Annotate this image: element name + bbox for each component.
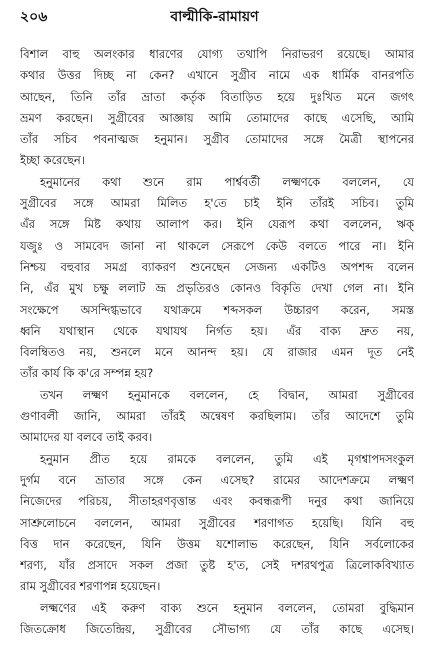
- running-title: বাল্মীকি-রামায়ণ: [170, 9, 259, 25]
- text-line: আছেন, তিনি তাঁর ভ্রাতা কর্তৃক বিতাড়িত হয়ে দুঃখিত মনে জগৎ: [20, 89, 414, 104]
- text-line: হনুমানের কথা শুনে রাম পার্শ্ববর্তী লক্ষ্মণকে বললেন, যে: [40, 174, 414, 189]
- text-line: সুগ্রীবের সঙ্গে আমরা মিলিত হ'তে চাই ইনি তাঁরই সচিব। তুমি: [20, 196, 414, 211]
- text-line: নিজেদের পরিচয়, সীতাহরণবৃত্তান্ত এবং কবন্ধরূপী দনুর কথা জানিয়ে: [20, 494, 414, 509]
- text-line: বিশাল বাহু অলংকার ধারণের যোগ্য তথাপি নিরাভরণ রয়েছে। আমার: [20, 47, 414, 61]
- text-line: সাশ্রুলোচনে বললেন, আমরা সুগ্রীবের শরণাগত হয়েছি। যিনি বহু: [20, 515, 414, 530]
- text-line: ইচ্ছা করেছেন।: [20, 153, 85, 168]
- text-line: যজুঃ ও সামবেদ জানা না থাকলে সেরূপে কেউ বলতে পারে না। ইনি: [20, 238, 414, 253]
- text-line: এঁর সঙ্গে মিষ্ট কথায় আলাপ কর। ইনি যেরূপ কথা বললেন, ঋক্‌: [20, 217, 414, 232]
- text-line: হনুমান প্রীত হয়ে রামকে বললেন, তুমি এই মৃগশ্বাপদসংকুল: [40, 451, 414, 466]
- text-line: বিলম্বিতও নয়, শুনলে মনে আনন্দ হয়। যে রাজার এমন দূত নেই: [20, 345, 414, 360]
- text-line: সংক্ষেপে অসন্দিগ্ধভাবে যথাক্রমে শব্দসকল উচ্চারণ করেন, সমস্ত: [20, 302, 414, 317]
- text-line: তাঁর কার্য কি ক'রে সম্পন্ন হয়?: [20, 366, 154, 381]
- text-line: গুণাবলী জানি, আমরা তাঁরই অন্বেষণ করছিলাম। তাঁর আদেশে তুমি: [20, 409, 414, 424]
- text-line: নিশ্চয় বহুবার সমগ্র ব্যাকরণ শুনেছেন সেজন্য একটিও অপশব্দ বলেন: [20, 259, 414, 274]
- text-line: বিত্ত দান করেছেন, যিনি উত্তম যশোলাভ করেছেন, যিনি সর্বলোকের: [20, 536, 414, 551]
- body-text: [20, 44, 414, 640]
- text-line: তখন লক্ষ্মণ হনুমানকে বললেন, হে বিদ্বান, আমরা সুগ্রীবের: [40, 387, 414, 402]
- page-number: ২০৬: [20, 9, 48, 25]
- text-line: নি, এঁর মুখ চক্ষু ললাট ভ্রূ প্রভৃতিরও কোনও বিকৃতি দেখা গেল না। ইনি: [20, 281, 414, 296]
- text-line: দুর্গম বনে ভ্রাতার সঙ্গে কেন এসেছ? রামের আদেশক্রমে লক্ষ্মণ: [20, 472, 414, 487]
- text-line: রাম সুগ্রীবের শরণাপন্ন হয়েছেন।: [20, 579, 161, 594]
- text-line: শরণ্য, যাঁর প্রসাদে সকল প্রজা তুষ্ট হ'ত, সেই দশরথপুত্র ত্রিলোকবিখ্যাত: [20, 558, 414, 573]
- text-line: তাঁর সচিব পবনাত্মজ হনুমান। সুগ্রীব তোমাদের সঙ্গে মৈত্রী স্থাপনের: [20, 132, 414, 147]
- text-line: ভ্রমণ করছেন। সুগ্রীবের আজ্ঞায় আমি তোমাদের কাছে এসেছি, আমি: [20, 110, 414, 125]
- text-line: জিতক্রোধ জিতেন্দ্রিয়, সুগ্রীবের সৌভাগ্য যে তাঁর কাছে এসেছ।: [20, 622, 414, 637]
- text-line: আমাদের যা বলবে তাই করব।: [20, 430, 153, 445]
- text-line: কথার উত্তর দিচ্ছ না কেন? এখানে সুগ্রীব নামে এক ধার্মিক বানরপতি: [20, 68, 414, 83]
- text-line: ধ্বনি যথাস্থান থেকে যথাযথ নির্গত হয়। এঁর বাক্য দ্রুত নয়,: [20, 323, 414, 338]
- text-line: লক্ষ্মণের এই করুণ বাক্য শুনে হনুমান বললেন, তোমরা বুদ্ধিমান: [40, 600, 414, 615]
